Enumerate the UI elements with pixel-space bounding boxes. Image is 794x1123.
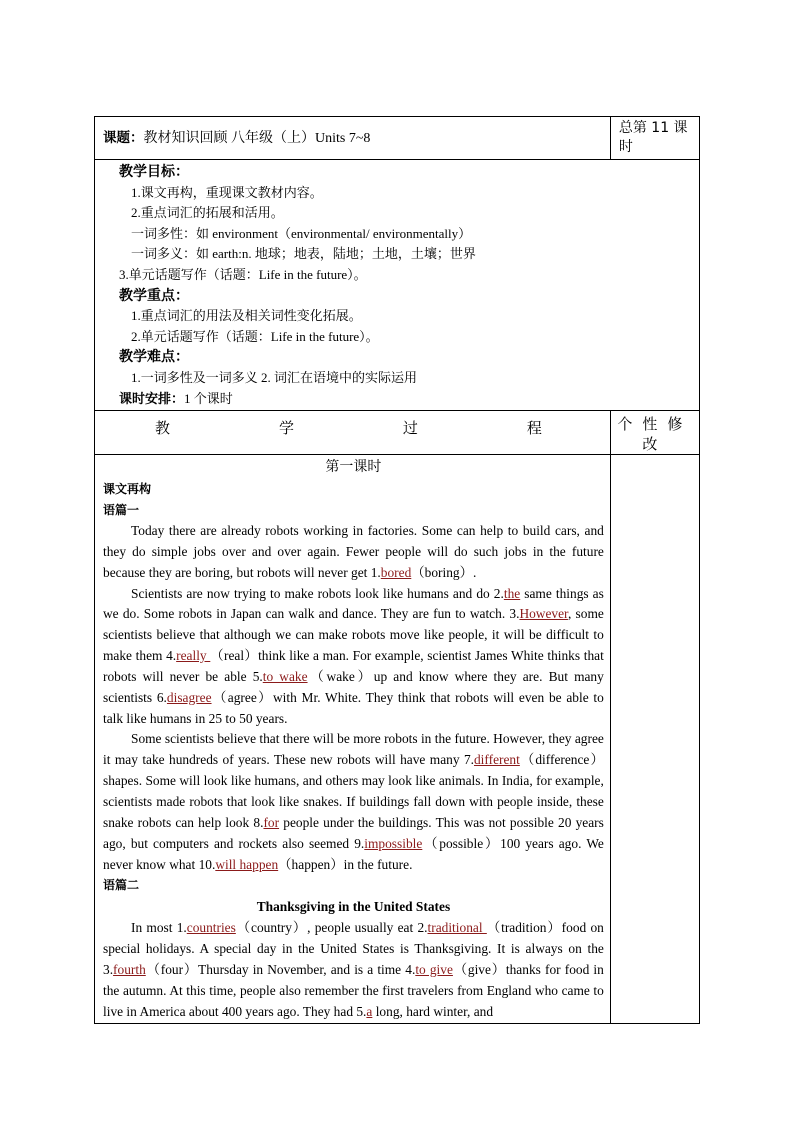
lesson-title: 第一课时 [325, 459, 382, 475]
p2-text-c: , some scientists believe that although we can make robots move like people, it will be difficult to make them 4. [103, 606, 604, 664]
answer-3: However [519, 606, 568, 622]
schedule-value: 1 个课时 [184, 390, 233, 406]
process-header-cell [95, 411, 611, 455]
goals-row [95, 160, 700, 411]
key-point-2: 2.单元话题写作（话题：Life in the future）。 [131, 328, 379, 344]
p2-text-b: same things as we do. Some robots in Japan can walk and dance. They are fun to watch. 3. [103, 585, 604, 622]
p3-text-c: people under the buildings. This was not possible 20 years ago, but computers and rockets also seemed 9. [103, 814, 604, 851]
p1-text-b: （boring）. [411, 564, 477, 580]
title-cell [95, 117, 611, 160]
p2-text-a: Scientists are now trying to make robots look like humans and do 2. [131, 585, 504, 601]
difficulties-heading: 教学难点： [119, 349, 189, 366]
difficulties-text: 1.一词多性及一词多义 2. 词汇在语境中的实际运用 [131, 369, 418, 385]
answer-9: impossible [364, 835, 423, 851]
answer-6: disagree [166, 689, 212, 705]
p4-text-e: （give）thanks for food in the autumn. At this time, people also remember the first travelers from England who came to live in America about 400 years ago. They had 5. [103, 962, 604, 1019]
answer-4: really [176, 648, 211, 664]
answer-10: will happen [215, 856, 279, 872]
lesson-plan-table [94, 116, 700, 1024]
p2-answer-4: to give [415, 962, 453, 978]
title-row [95, 117, 700, 160]
process-header-char-4: 程 [526, 419, 542, 437]
p2-text-e: （wake）up and know where they are. But many scientists 6. [103, 668, 604, 705]
p2-answer-2: traditional [427, 920, 487, 936]
p3-text-a: Some scientists believe that there will be more robots in the future. However, they agree it may take hundreds of years. These new robots will have many 7. [103, 731, 604, 768]
passage1-label: 语篇一 [103, 503, 140, 517]
passage1-paragraph-3 [103, 729, 604, 875]
process-header-char-2: 学 [278, 419, 294, 437]
process-header-char-1: 教 [155, 419, 171, 437]
passage2-label: 语篇二 [103, 878, 140, 893]
answer-5: to wake [262, 668, 308, 684]
p3-text-d: （possible）100 years ago. We never know what 10. [103, 835, 604, 872]
answer-7: different [473, 752, 520, 768]
answer-8: for [263, 814, 280, 830]
total-lesson: 总第 11 课时 [618, 120, 688, 155]
process-header-char-3: 过 [402, 419, 418, 437]
p4-text-d: （four）Thursday in November, and is a time 4. [145, 962, 416, 978]
content-cell [95, 455, 611, 1024]
p2-text-f: （agree）with Mr. White. They think that robots will even be able to talk like humans in 25 to 50 years. [103, 689, 604, 726]
p3-text-e: （happen）in the future. [278, 856, 413, 872]
section-label: 课文再构 [103, 482, 152, 496]
p4-text-a: In most 1. [131, 920, 187, 936]
side-header: 个性修改 [617, 415, 693, 453]
process-header-row [95, 411, 700, 455]
goals-heading: 教学目标： [119, 164, 189, 180]
goal-item-2: 2.重点词汇的拓展和活用。 [131, 205, 284, 221]
p2-answer-3: fourth [113, 962, 146, 978]
content-row [95, 455, 700, 1024]
schedule-label: 课时安排： [119, 391, 185, 407]
side-header-cell [610, 411, 699, 455]
p3-text-b: （difference）shapes. Some will look like humans, and others may look like animals. In India, for example, scientists made robots that look like snakes. If buildings fall down with people inside, these snake robots can help look 8. [103, 752, 604, 830]
goal-item-1: 1.课文再构，重现课文教材内容。 [131, 184, 323, 200]
passage2-paragraph-1 [103, 918, 604, 1022]
p2-answer-5: a [366, 1003, 373, 1019]
answer-2: the [503, 585, 521, 601]
title-text: 教材知识回顾 八年级（上）Units 7~8 [143, 131, 371, 146]
passage1-paragraph-2 [103, 584, 604, 730]
p2-text-d: （real）think like a man. For example, scientist James White thinks that robots will never be able 5. [103, 648, 604, 684]
goal-item-polysemy-meaning: 一词多义：如 earth:n. 地球；地表，陆地；土地，土壤；世界 [131, 246, 476, 262]
title-label: 课题： [103, 130, 144, 146]
p4-text-b: （country）, people usually eat 2. [235, 920, 428, 936]
p4-text-f: long, hard winter, and [372, 1003, 494, 1019]
p2-answer-1: countries [186, 920, 236, 936]
passage1-paragraph-1 [103, 521, 604, 584]
schedule-line [95, 389, 699, 410]
passage2-title: Thanksgiving in the United States [256, 899, 451, 915]
answer-1: bored [380, 564, 412, 580]
total-lesson-cell [610, 117, 699, 160]
goals-cell [95, 160, 700, 411]
key-point-1: 1.重点词汇的用法及相关词性变化拓展。 [131, 308, 362, 324]
goal-item-3: 3.单元话题写作（话题：Life in the future）。 [119, 266, 367, 282]
p1-text-a: Today there are already robots working in factories. Some can help to build cars, and they do simple jobs over and over again. Fewer people will do such jobs in the future because they are boring, but robots will never get 1. [103, 523, 604, 580]
goal-item-polysemy-pos: 一词多性：如 environment（environmental/ environmentally） [131, 225, 472, 241]
key-points-heading: 教学重点： [119, 287, 189, 304]
p4-text-c: （tradition）food on special holidays. A special day in the United States is Thanksgiving. It is always on the 3. [103, 920, 604, 978]
side-notes-cell [610, 455, 699, 1024]
